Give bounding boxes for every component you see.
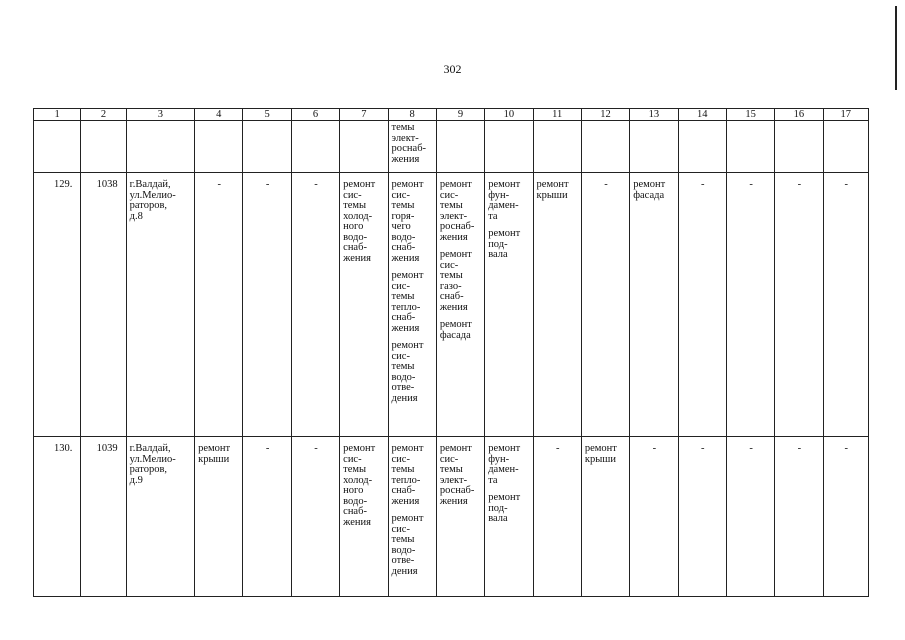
work-item: ремонт крыши	[198, 443, 231, 465]
cell-text: 129.	[53, 179, 73, 190]
empty-dash: -	[314, 443, 318, 454]
cell-col15	[726, 437, 774, 597]
cell-col5	[243, 437, 291, 597]
cell-col12	[581, 173, 629, 437]
cell-col8	[388, 437, 436, 597]
work-item: ремонт сис- темы горя- чего водо- снаб- жения	[391, 179, 424, 264]
cell-col8	[388, 173, 436, 437]
column-number: 6	[291, 109, 339, 121]
empty-dash: -	[797, 443, 802, 454]
cell-col7	[340, 437, 388, 597]
cell-col14	[678, 173, 726, 437]
work-item: ремонт под- вала	[488, 228, 521, 260]
work-item: ремонт крыши	[584, 443, 617, 465]
work-item: ремонт сис- темы элект- роснаб- жения	[439, 443, 475, 507]
empty-dash: -	[217, 179, 222, 190]
cell-col9	[436, 173, 484, 437]
empty-dash: -	[652, 443, 657, 454]
column-number: 17	[823, 109, 868, 121]
cell-col10	[485, 173, 533, 437]
work-item: ремонт сис- темы элект- роснаб- жения	[439, 179, 475, 243]
empty-dash: -	[604, 179, 608, 190]
cell-text: 1039	[96, 443, 118, 454]
column-number: 3	[126, 109, 194, 121]
cell-col13	[630, 173, 678, 437]
empty-dash: -	[265, 443, 270, 454]
table-row	[34, 173, 869, 437]
column-number: 16	[775, 109, 823, 121]
work-item: ремонт сис- темы тепло- снаб- жения	[391, 270, 424, 334]
work-item: ремонт сис- темы тепло- снаб- жения	[391, 443, 424, 507]
continuation-row	[34, 121, 869, 173]
work-item: ремонт под- вала	[488, 492, 521, 524]
column-number: 14	[678, 109, 726, 121]
work-item: ремонт сис- темы водо- отве- дения	[391, 340, 424, 404]
column-number: 4	[195, 109, 243, 121]
row-number	[34, 437, 81, 597]
cell-col12	[581, 437, 629, 597]
cell-col15	[726, 173, 774, 437]
column-number: 5	[243, 109, 291, 121]
column-number-row	[34, 109, 869, 121]
work-item: ремонт крыши	[536, 179, 569, 201]
column-number: 15	[726, 109, 774, 121]
work-item: ремонт фасада	[439, 319, 472, 341]
column-number: 12	[581, 109, 629, 121]
cell-col16	[775, 437, 823, 597]
work-item: ремонт сис- темы холод- ного водо- снаб- жения	[343, 443, 376, 528]
row-number	[34, 173, 81, 437]
cell-col9	[436, 437, 484, 597]
repair-schedule-table	[33, 108, 869, 597]
cell-col4	[195, 173, 243, 437]
address-text: г.Валдай, ул.Мелио- раторов, д.8	[129, 179, 176, 222]
cell-col6	[291, 173, 339, 437]
work-item: темы элект- роснаб- жения	[391, 122, 427, 165]
cell-col5	[243, 173, 291, 437]
empty-dash: -	[749, 179, 753, 190]
work-item: ремонт фун- дамен- та	[488, 443, 521, 486]
cell-col11	[533, 437, 581, 597]
empty-dash: -	[555, 443, 560, 454]
address-text: г.Валдай, ул.Мелио- раторов, д.9	[129, 443, 176, 486]
cell-col14	[678, 437, 726, 597]
work-item: ремонт фун- дамен- та	[488, 179, 521, 222]
work-item: ремонт сис- темы водо- отве- дения	[391, 513, 424, 577]
empty-dash: -	[314, 179, 318, 190]
cell-col11	[533, 173, 581, 437]
empty-dash: -	[797, 179, 802, 190]
column-number: 10	[485, 109, 533, 121]
column-number: 2	[81, 109, 126, 121]
cell-col8	[388, 121, 436, 173]
empty-dash: -	[844, 443, 849, 454]
house-code	[81, 437, 126, 597]
column-number: 1	[34, 109, 81, 121]
empty-dash: -	[700, 443, 705, 454]
column-number: 11	[533, 109, 581, 121]
column-number: 13	[630, 109, 678, 121]
column-number: 7	[340, 109, 388, 121]
empty-dash: -	[749, 443, 753, 454]
page-number: 302	[443, 62, 462, 76]
cell-col10	[485, 437, 533, 597]
cell-text: 1038	[96, 179, 118, 190]
cell-col17	[823, 173, 868, 437]
column-number: 8	[388, 109, 436, 121]
column-number: 9	[436, 109, 484, 121]
cell-col4	[195, 437, 243, 597]
empty-dash: -	[844, 179, 849, 190]
cell-text: 130.	[53, 443, 73, 454]
house-code	[81, 173, 126, 437]
empty-dash: -	[265, 179, 270, 190]
work-item: ремонт сис- темы холод- ного водо- снаб- жения	[343, 179, 376, 264]
cell-col7	[340, 173, 388, 437]
cell-col16	[775, 173, 823, 437]
address	[126, 437, 194, 597]
cell-col17	[823, 437, 868, 597]
work-item: ремонт фасада	[633, 179, 666, 201]
cell-col6	[291, 437, 339, 597]
address	[126, 173, 194, 437]
table-row	[34, 437, 869, 597]
cell-col13	[630, 437, 678, 597]
empty-dash: -	[700, 179, 705, 190]
work-item: ремонт сис- темы газо- снаб- жения	[439, 249, 472, 313]
page-edge-line	[895, 6, 897, 90]
